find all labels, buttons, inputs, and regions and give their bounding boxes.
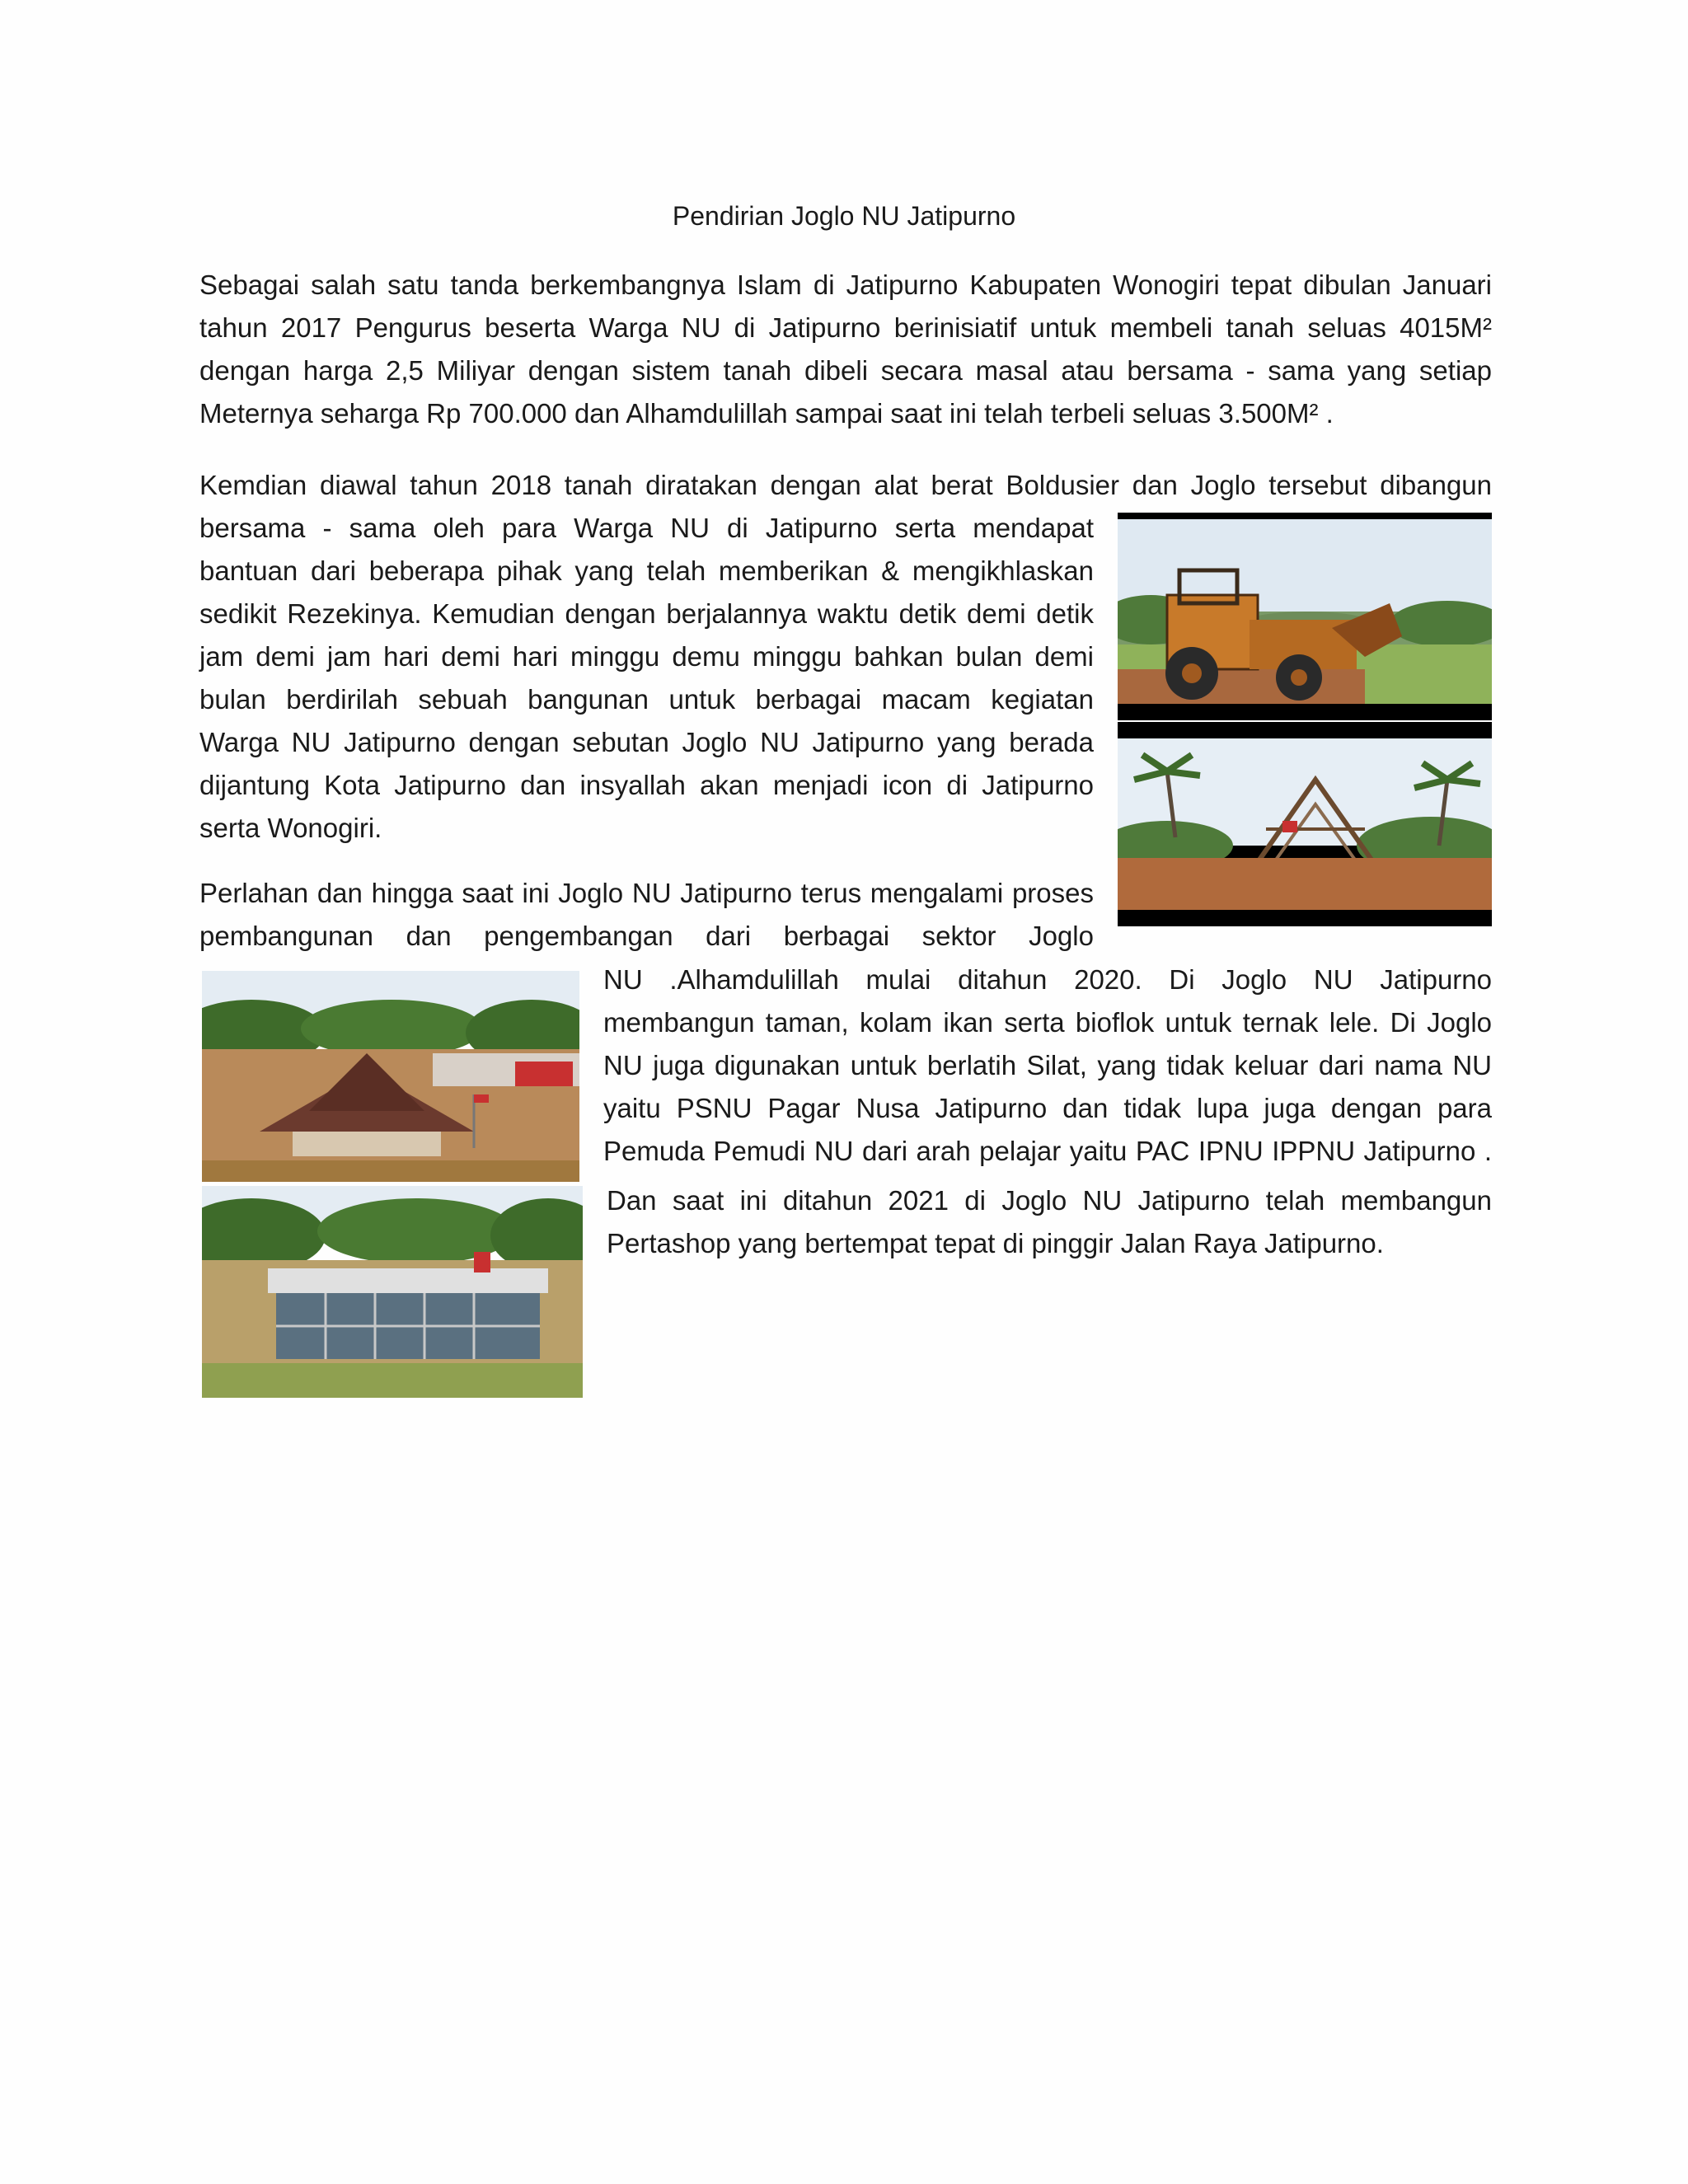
text-line: Meternya seharga Rp 700.000 dan Alhamdulillah sampai saat ini telah terbeli seluas 3.500M² . <box>199 398 1334 429</box>
text-line: tahun 2017 Pengurus beserta Warga NU di Jatipurno berinisiatif untuk membeli tanah seluas 4015M² <box>199 312 1492 343</box>
text-line: bantuan dari beberapa pihak yang telah memberikan & mengikhlaskan <box>199 555 1094 586</box>
text-line: Pemuda Pemudi NU dari arah pelajar yaitu PAC IPNU IPPNU Jatipurno . <box>603 1136 1492 1166</box>
text-line: serta Wonogiri. <box>199 813 382 843</box>
text-line: dengan harga 2,5 Miliyar dengan sistem tanah dibeli secara masal atau bersama - sama yang setiap <box>199 355 1492 386</box>
text-line: jam demi jam hari demi hari minggu demu minggu bahkan bulan demi <box>199 641 1094 672</box>
joglo-building-photo <box>202 971 579 1182</box>
paragraph-3-bottom <box>603 958 1492 1173</box>
page-title: Pendirian Joglo NU Jatipurno <box>672 201 1016 231</box>
text-line: NU .Alhamdulillah mulai ditahun 2020. Di Joglo NU Jatipurno <box>603 964 1492 995</box>
text-line: pembangunan dan pengembangan dari berbagai sektor Joglo <box>199 921 1094 951</box>
text-line: yaitu PSNU Pagar Nusa Jatipurno dan tidak lupa juga dengan para <box>603 1093 1492 1123</box>
paragraph-1 <box>199 264 1492 435</box>
paragraph-2-intro <box>199 464 1492 507</box>
construction-photo <box>1118 722 1492 926</box>
text-line: NU juga digunakan untuk berlatih Silat, yang tidak keluar dari nama NU <box>603 1050 1492 1080</box>
text-line: Dan saat ini ditahun 2021 di Joglo NU Jatipurno telah membangun <box>607 1185 1492 1216</box>
text-line: Perlahan dan hingga saat ini Joglo NU Jatipurno terus mengalami proses <box>199 878 1094 908</box>
text-line: Sebagai salah satu tanda berkembangnya Islam di Jatipurno Kabupaten Wonogiri tepat dibulan Januari <box>199 269 1492 300</box>
text-line: bersama - sama oleh para Warga NU di Jatipurno serta mendapat <box>199 513 1094 543</box>
text-line: Warga NU Jatipurno dengan sebutan Joglo NU Jatipurno yang berada <box>199 727 1094 757</box>
text-line: Kemdian diawal tahun 2018 tanah diratakan dengan alat berat Boldusier dan Joglo tersebut dibangun <box>199 470 1492 500</box>
paragraph-2 <box>199 507 1094 850</box>
text-line: bulan berdirilah sebuah bangunan untuk berbagai macam kegiatan <box>199 684 1094 715</box>
paragraph-3-top <box>199 872 1094 958</box>
text-line: membangun taman, kolam ikan serta bioflok untuk ternak lele. Di Joglo <box>603 1007 1492 1038</box>
text-line: sedikit Rezekinya. Kemudian dengan berjalannya waktu detik demi detik <box>199 598 1094 629</box>
text-line: dijantung Kota Jatipurno dan insyallah akan menjadi icon di Jatipurno <box>199 770 1094 800</box>
fish-pond-photo <box>202 1186 583 1398</box>
paragraph-4 <box>607 1179 1492 1265</box>
bulldozer-photo <box>1118 513 1492 720</box>
text-line: Pertashop yang bertempat tepat di pinggir Jalan Raya Jatipurno. <box>607 1228 1384 1258</box>
